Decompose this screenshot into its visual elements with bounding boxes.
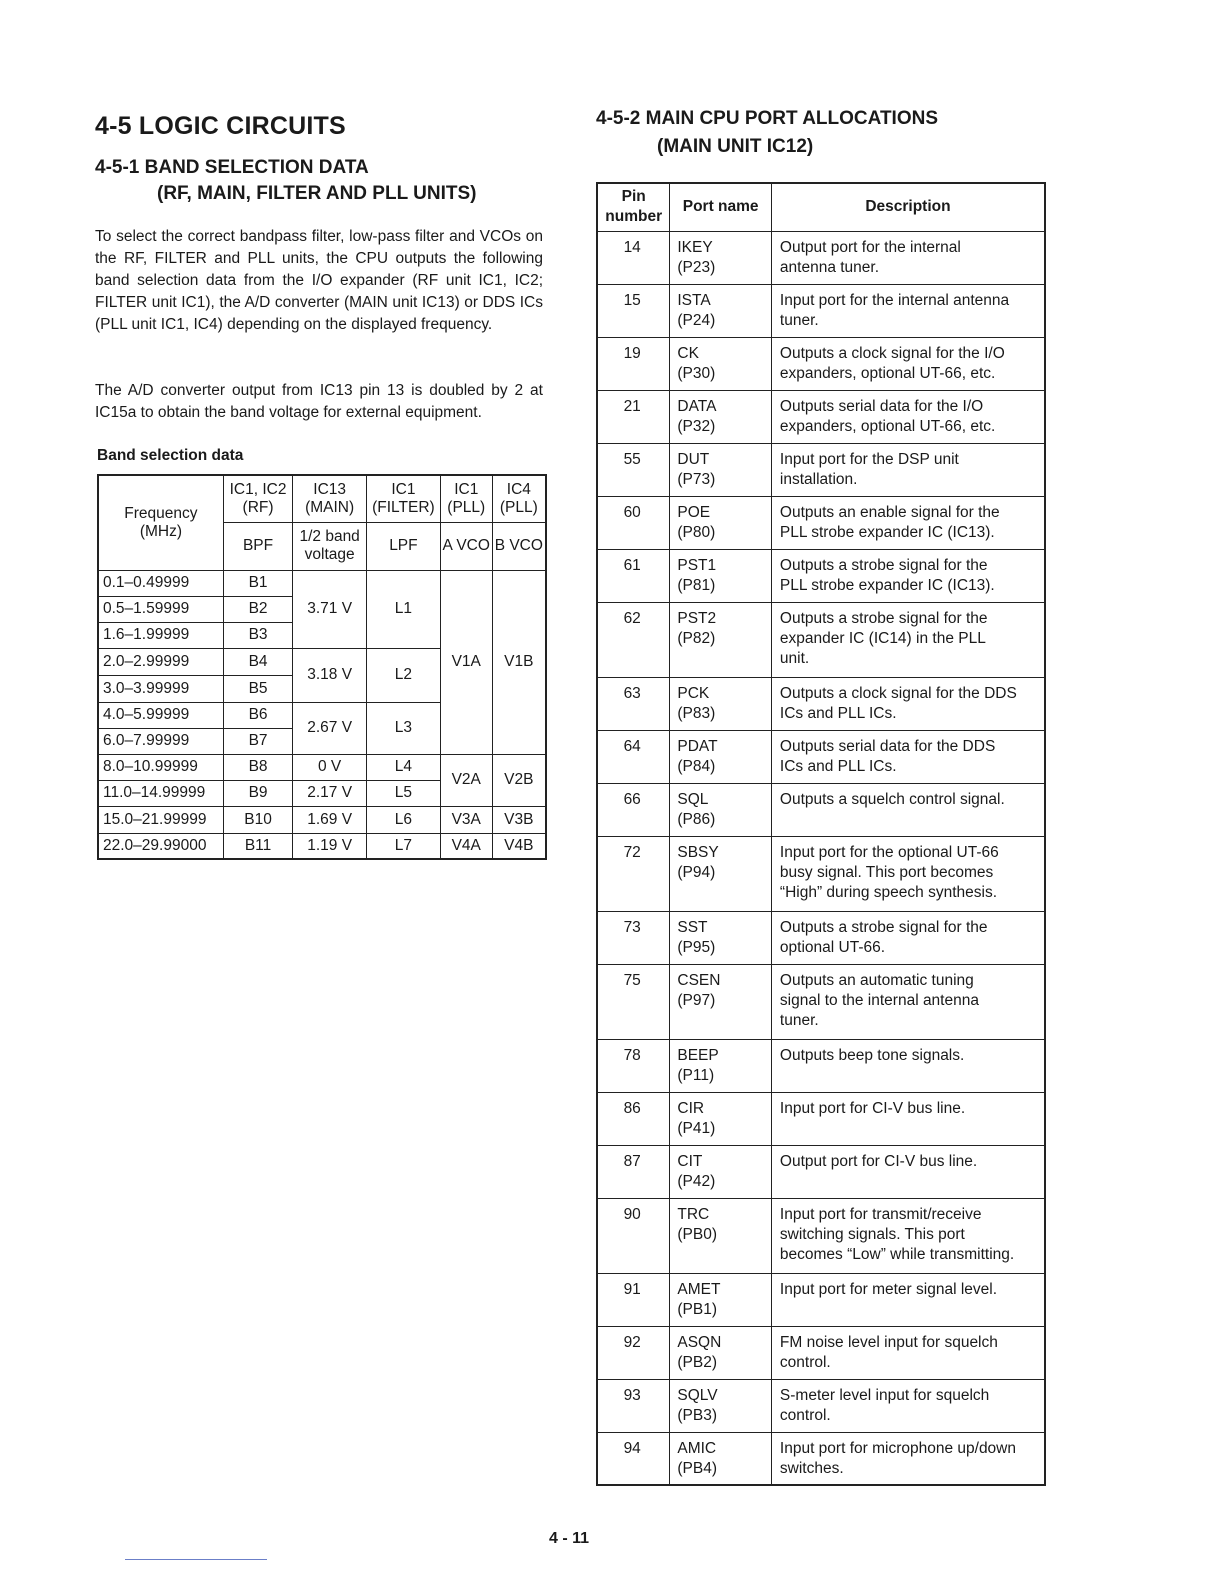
port-id: (P84) xyxy=(677,757,716,775)
lpf-cell: L7 xyxy=(366,833,440,859)
frequency-cell: 0.5–1.59999 xyxy=(98,596,223,622)
voltage-cell: 0 V xyxy=(293,754,367,780)
description-line: FM noise level input for squelch xyxy=(779,1333,998,1351)
column-header: IC13 (MAIN) xyxy=(293,475,367,522)
description-line: antenna tuner. xyxy=(779,258,880,276)
column-subheader: B VCO xyxy=(492,522,546,570)
port-id: (PB0) xyxy=(677,1225,717,1243)
port-name-cell xyxy=(670,677,772,730)
port-signal-name: PDAT xyxy=(677,737,718,755)
description-line: S-meter level input for squelch xyxy=(779,1386,990,1404)
voltage-cell: 2.17 V xyxy=(293,780,367,806)
bpf-cell: B7 xyxy=(223,728,292,754)
port-row xyxy=(597,783,1045,836)
description-line: Input port for the optional UT-66 xyxy=(779,843,999,861)
pin-number-cell: 14 xyxy=(597,231,670,284)
description-line: Outputs a strobe signal for the xyxy=(779,918,988,936)
description-cell xyxy=(771,1145,1045,1198)
port-id: (PB2) xyxy=(677,1353,717,1371)
description-line: Input port for microphone up/down xyxy=(779,1439,1016,1457)
port-name-cell xyxy=(670,231,772,284)
port-id: (PB4) xyxy=(677,1459,717,1477)
description-line: Output port for the internal xyxy=(779,238,961,256)
bpf-cell: B6 xyxy=(223,702,292,728)
column-subheader: BPF xyxy=(223,522,292,570)
frequency-cell: 0.1–0.49999 xyxy=(98,570,223,596)
description-line: expanders, optional UT-66, etc. xyxy=(779,364,996,382)
description-line: Input port for CI-V bus line. xyxy=(779,1099,966,1117)
port-signal-name: SQLV xyxy=(677,1386,718,1404)
port-id: (P94) xyxy=(677,863,716,881)
description-cell xyxy=(771,1039,1045,1092)
description-line: Outputs an automatic tuning xyxy=(779,971,974,989)
description-line: Input port for meter signal level. xyxy=(779,1280,998,1298)
description-line: Outputs serial data for the DDS xyxy=(779,737,996,755)
pin-number-cell: 60 xyxy=(597,496,670,549)
lpf-cell: L5 xyxy=(366,780,440,806)
port-signal-name: POE xyxy=(677,503,711,521)
port-row xyxy=(597,231,1045,284)
band-selection-table xyxy=(97,474,547,860)
lpf-cell: L2 xyxy=(366,648,440,702)
port-row xyxy=(597,602,1045,677)
port-signal-name: AMET xyxy=(677,1280,721,1298)
description-cell xyxy=(771,337,1045,390)
band-selection-title: 4-5-1 BAND SELECTION DATA xyxy=(95,157,369,178)
pin-number-cell: 63 xyxy=(597,677,670,730)
port-signal-name: SQL xyxy=(677,790,709,808)
port-signal-name: PST2 xyxy=(677,609,717,627)
port-signal-name: ISTA xyxy=(677,291,711,309)
port-name-cell xyxy=(670,1092,772,1145)
port-row xyxy=(597,911,1045,964)
bpf-cell: B8 xyxy=(223,754,292,780)
port-id: (P42) xyxy=(677,1172,716,1190)
description-cell xyxy=(771,677,1045,730)
lpf-cell: L4 xyxy=(366,754,440,780)
lpf-cell: L6 xyxy=(366,806,440,833)
bpf-cell: B1 xyxy=(223,570,292,596)
description-cell xyxy=(771,1198,1045,1273)
port-signal-name: PST1 xyxy=(677,556,717,574)
port-signal-name: ASQN xyxy=(677,1333,722,1351)
port-signal-name: SBSY xyxy=(677,843,719,861)
pin-number-cell: 75 xyxy=(597,964,670,1039)
description-line: tuner. xyxy=(779,311,819,329)
port-name-cell xyxy=(670,549,772,602)
description-line: optional UT-66. xyxy=(779,938,886,956)
description-line: installation. xyxy=(779,470,858,488)
ad-converter-paragraph: The A/D converter output from IC13 pin 13 is doubled by 2 at IC15a to obtain the band voltage for external equipment. xyxy=(95,382,543,421)
b-vco-cell: V3B xyxy=(492,806,546,833)
description-cell xyxy=(771,1379,1045,1432)
port-name-cell xyxy=(670,1198,772,1273)
band-selection-subtitle: (RF, MAIN, FILTER AND PLL UNITS) xyxy=(157,183,477,204)
column-subheader: A VCO xyxy=(440,522,492,570)
description-cell xyxy=(771,836,1045,911)
description-header: Description xyxy=(771,183,1045,231)
description-cell xyxy=(771,730,1045,783)
description-line: Outputs a clock signal for the DDS xyxy=(779,684,1017,702)
pin-number-header: Pin number xyxy=(597,183,670,231)
port-row xyxy=(597,1432,1045,1485)
port-row xyxy=(597,496,1045,549)
port-signal-name: DATA xyxy=(677,397,717,415)
description-line: PLL strobe expander IC (IC13). xyxy=(779,576,995,594)
pin-number-cell: 19 xyxy=(597,337,670,390)
pin-number-cell: 64 xyxy=(597,730,670,783)
frequency-header: Frequency (MHz) xyxy=(98,475,223,570)
port-id: (P23) xyxy=(677,258,716,276)
port-row xyxy=(597,1198,1045,1273)
frequency-cell: 3.0–3.99999 xyxy=(98,675,223,702)
column-header: IC1 (FILTER) xyxy=(366,475,440,522)
port-id: (P32) xyxy=(677,417,716,435)
port-signal-name: IKEY xyxy=(677,238,713,256)
port-row xyxy=(597,1326,1045,1379)
description-cell xyxy=(771,783,1045,836)
lpf-cell: L3 xyxy=(366,702,440,754)
pin-number-cell: 73 xyxy=(597,911,670,964)
description-cell xyxy=(771,231,1045,284)
bpf-cell: B10 xyxy=(223,806,292,833)
pin-number-cell: 62 xyxy=(597,602,670,677)
port-signal-name: SST xyxy=(677,918,708,936)
port-row xyxy=(597,284,1045,337)
description-line: Outputs serial data for the I/O xyxy=(779,397,984,415)
pin-number-cell: 91 xyxy=(597,1273,670,1326)
port-name-cell xyxy=(670,964,772,1039)
port-row xyxy=(597,443,1045,496)
port-allocation-table xyxy=(596,182,1046,1486)
frequency-cell: 2.0–2.99999 xyxy=(98,648,223,675)
port-row xyxy=(597,1092,1045,1145)
port-row xyxy=(597,836,1045,911)
bpf-cell: B3 xyxy=(223,622,292,648)
port-id: (P11) xyxy=(677,1066,715,1084)
description-line: expander IC (IC14) in the PLL xyxy=(779,629,986,647)
port-id: (P80) xyxy=(677,523,716,541)
port-signal-name: DUT xyxy=(677,450,710,468)
column-header: IC1 (PLL) xyxy=(440,475,492,522)
port-name-cell xyxy=(670,284,772,337)
description-cell xyxy=(771,496,1045,549)
port-signal-name: CIR xyxy=(677,1099,705,1117)
frequency-cell: 11.0–14.99999 xyxy=(98,780,223,806)
frequency-cell: 8.0–10.99999 xyxy=(98,754,223,780)
port-row xyxy=(597,1273,1045,1326)
description-line: tuner. xyxy=(779,1011,819,1029)
port-id: (P41) xyxy=(677,1119,716,1137)
port-row xyxy=(597,337,1045,390)
description-cell xyxy=(771,602,1045,677)
port-row xyxy=(597,1379,1045,1432)
port-row xyxy=(597,730,1045,783)
pin-number-cell: 61 xyxy=(597,549,670,602)
port-id: (P24) xyxy=(677,311,716,329)
port-row xyxy=(597,549,1045,602)
description-line: unit. xyxy=(779,649,810,667)
port-id: (PB1) xyxy=(677,1300,717,1318)
port-allocations-title: 4-5-2 MAIN CPU PORT ALLOCATIONS xyxy=(596,108,939,129)
port-id: (P86) xyxy=(677,810,716,828)
port-name-cell xyxy=(670,1432,772,1485)
pin-number-cell: 86 xyxy=(597,1092,670,1145)
voltage-cell: 1.69 V xyxy=(293,806,367,833)
port-name-header: Port name xyxy=(670,183,772,231)
description-line: ICs and PLL ICs. xyxy=(779,757,897,775)
port-id: (P81) xyxy=(677,576,716,594)
intro-paragraph: To select the correct bandpass filter, low-pass filter and VCOs on the RF, FILTER and PLL units, the CPU outputs the following band selection data from the I/O expander (RF unit IC1, IC2; FILTER unit IC1), the A/D converter (MAIN unit IC13) or DDS ICs (PLL unit IC1, IC4) depending on the displayed frequency. xyxy=(95,228,543,333)
description-cell xyxy=(771,1273,1045,1326)
port-name-cell xyxy=(670,1039,772,1092)
port-name-cell xyxy=(670,1273,772,1326)
port-id: (PB3) xyxy=(677,1406,717,1424)
port-signal-name: AMIC xyxy=(677,1439,717,1457)
description-line: switches. xyxy=(779,1459,844,1477)
port-row xyxy=(597,390,1045,443)
lpf-cell: L1 xyxy=(366,570,440,648)
description-line: Outputs a squelch control signal. xyxy=(779,790,1005,808)
column-header: IC1, IC2 (RF) xyxy=(223,475,292,522)
port-signal-name: CK xyxy=(677,344,699,362)
voltage-cell: 3.18 V xyxy=(293,648,367,702)
port-signal-name: PCK xyxy=(677,684,710,702)
port-id: (P73) xyxy=(677,470,716,488)
description-line: switching signals. This port xyxy=(779,1225,965,1243)
port-name-cell xyxy=(670,496,772,549)
pin-number-cell: 15 xyxy=(597,284,670,337)
bpf-cell: B11 xyxy=(223,833,292,859)
bpf-cell: B2 xyxy=(223,596,292,622)
port-name-cell xyxy=(670,730,772,783)
description-line: Outputs a strobe signal for the xyxy=(779,556,988,574)
frequency-cell: 4.0–5.99999 xyxy=(98,702,223,728)
description-cell xyxy=(771,911,1045,964)
b-vco-cell: V4B xyxy=(492,833,546,859)
port-name-cell xyxy=(670,1145,772,1198)
description-line: control. xyxy=(779,1406,831,1424)
port-signal-name: CIT xyxy=(677,1152,703,1170)
pin-number-cell: 90 xyxy=(597,1198,670,1273)
a-vco-cell: V4A xyxy=(440,833,492,859)
frequency-cell: 1.6–1.99999 xyxy=(98,622,223,648)
frequency-cell: 6.0–7.99999 xyxy=(98,728,223,754)
port-name-cell xyxy=(670,443,772,496)
port-id: (P30) xyxy=(677,364,716,382)
description-line: Input port for the internal antenna xyxy=(779,291,1010,309)
a-vco-cell: V3A xyxy=(440,806,492,833)
voltage-cell: 1.19 V xyxy=(293,833,367,859)
description-line: expanders, optional UT-66, etc. xyxy=(779,417,996,435)
voltage-cell: 3.71 V xyxy=(293,570,367,648)
port-id: (P95) xyxy=(677,938,716,956)
port-signal-name: BEEP xyxy=(677,1046,719,1064)
a-vco-cell: V2A xyxy=(440,754,492,806)
voltage-cell: 2.67 V xyxy=(293,702,367,754)
column-subheader: 1/2 band voltage xyxy=(293,522,367,570)
port-signal-name: CSEN xyxy=(677,971,721,989)
port-name-cell xyxy=(670,602,772,677)
pin-number-cell: 93 xyxy=(597,1379,670,1432)
bpf-cell: B5 xyxy=(223,675,292,702)
description-line: PLL strobe expander IC (IC13). xyxy=(779,523,995,541)
port-row xyxy=(597,1145,1045,1198)
description-cell xyxy=(771,1432,1045,1485)
port-name-cell xyxy=(670,1379,772,1432)
port-row xyxy=(597,1039,1045,1092)
port-name-cell xyxy=(670,337,772,390)
port-name-cell xyxy=(670,911,772,964)
a-vco-cell: V1A xyxy=(440,570,492,754)
description-cell xyxy=(771,390,1045,443)
description-line: Outputs a strobe signal for the xyxy=(779,609,988,627)
description-cell xyxy=(771,284,1045,337)
section-title: 4-5 LOGIC CIRCUITS xyxy=(95,112,346,140)
description-line: busy signal. This port becomes xyxy=(779,863,994,881)
port-allocations-subtitle: (MAIN UNIT IC12) xyxy=(657,136,814,157)
bpf-cell: B9 xyxy=(223,780,292,806)
description-cell xyxy=(771,1326,1045,1379)
description-line: becomes “Low” while transmitting. xyxy=(779,1245,1015,1263)
description-cell xyxy=(771,443,1045,496)
pin-number-cell: 72 xyxy=(597,836,670,911)
port-name-cell xyxy=(670,783,772,836)
description-cell xyxy=(771,964,1045,1039)
description-line: Output port for CI-V bus line. xyxy=(779,1152,978,1170)
b-vco-cell: V1B xyxy=(492,570,546,754)
description-line: control. xyxy=(779,1353,831,1371)
port-row xyxy=(597,964,1045,1039)
port-signal-name: TRC xyxy=(677,1205,710,1223)
port-name-cell xyxy=(670,390,772,443)
frequency-cell: 22.0–29.99000 xyxy=(98,833,223,859)
column-header: IC4 (PLL) xyxy=(492,475,546,522)
pin-number-cell: 66 xyxy=(597,783,670,836)
pin-number-cell: 55 xyxy=(597,443,670,496)
column-subheader: LPF xyxy=(366,522,440,570)
description-line: “High” during speech synthesis. xyxy=(779,883,998,901)
b-vco-cell: V2B xyxy=(492,754,546,806)
pin-number-cell: 94 xyxy=(597,1432,670,1485)
pin-number-cell: 78 xyxy=(597,1039,670,1092)
description-cell xyxy=(771,549,1045,602)
port-name-cell xyxy=(670,836,772,911)
band-table-caption: Band selection data xyxy=(97,447,244,464)
frequency-cell: 15.0–21.99999 xyxy=(98,806,223,833)
port-name-cell xyxy=(670,1326,772,1379)
port-row xyxy=(597,677,1045,730)
description-line: signal to the internal antenna xyxy=(779,991,979,1009)
pin-number-cell: 87 xyxy=(597,1145,670,1198)
description-line: Outputs an enable signal for the xyxy=(779,503,1000,521)
description-cell xyxy=(771,1092,1045,1145)
pin-number-cell: 92 xyxy=(597,1326,670,1379)
pin-number-cell: 21 xyxy=(597,390,670,443)
port-id: (P97) xyxy=(677,991,716,1009)
description-line: Outputs a clock signal for the I/O xyxy=(779,344,1005,362)
description-line: ICs and PLL ICs. xyxy=(779,704,897,722)
port-id: (P83) xyxy=(677,704,716,722)
description-line: Input port for transmit/receive xyxy=(779,1205,982,1223)
description-line: Input port for the DSP unit xyxy=(779,450,959,468)
page-number: 4 - 11 xyxy=(549,1530,590,1547)
bpf-cell: B4 xyxy=(223,648,292,675)
footer-rule xyxy=(125,1559,267,1560)
description-line: Outputs beep tone signals. xyxy=(779,1046,965,1064)
port-id: (P82) xyxy=(677,629,716,647)
